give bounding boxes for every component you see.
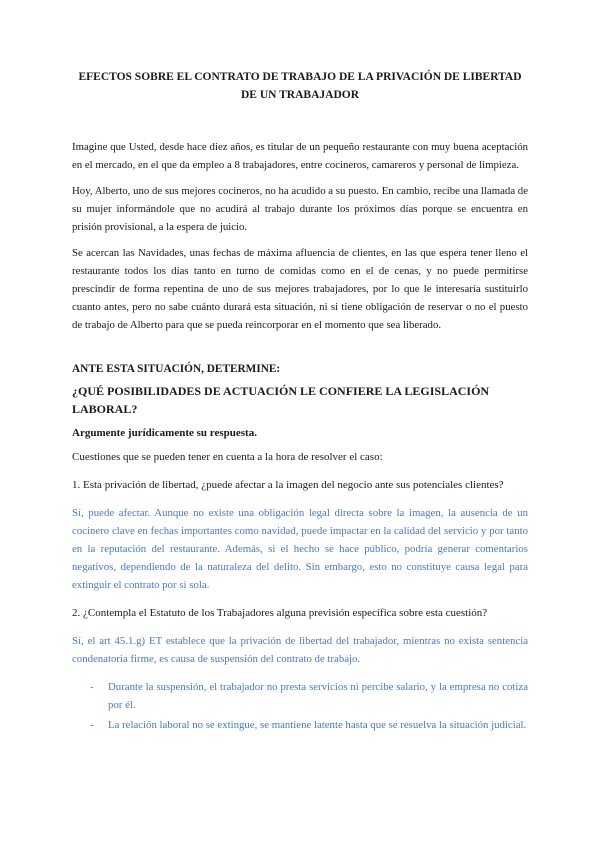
scenario-paragraph-1: Imagine que Usted, desde hace diez años, es titular de un pequeño restaurante con muy buena aceptación en el mercado, en el que da empleo a 8 trabajadores, entre cocineros, camareros y personal de limpieza. — [72, 141, 528, 171]
section-heading: ANTE ESTA SITUACIÓN, DETERMINE: — [72, 363, 281, 375]
question-1: 1. Esta privación de libertad, ¿puede afectar a la imagen del negocio ante sus potenciales clientes? — [72, 479, 504, 491]
bullet-text: Durante la suspensión, el trabajador no presta servicios ni percibe salario, y la empresa no cotiza por él. — [108, 681, 528, 711]
answer-1: Sí, puede afectar. Aunque no existe una obligación legal directa sobre la imagen, la ausencia de un cocinero clave en fechas importantes como navidad, puede impactar en la calidad del servicio y por tanto en la reputación del restaurante. Además, si el hecho se hace público, podría generar comentarios negativos, dependiendo de la naturaleza del delito. Sin embargo, esto no constituye causa legal para extinguir el contrato por sí sola. — [72, 507, 528, 591]
bullet-text: La relación laboral no se extingue, se mantiene latente hasta que se resuelva la situación judicial. — [108, 719, 527, 731]
scenario-paragraph-3: Se acercan las Navidades, unas fechas de máxima afluencia de clientes, en las que espera tener lleno el restaurante todos los días tanto en turno de comidas como en el de cenas, y no puede permitirse prescindir de forma repentina de uno de sus mejores trabajadores, por lo que le interesaría sustituirlo cuanto antes, pero no sabe cuánto durará esta situación, ni si tiene obligación de reservar o no el puesto de trabajo de Alberto para que se pueda reincorporar en el momento que sea liberado. — [72, 247, 528, 331]
answer-2-bullet-list — [72, 678, 528, 734]
bullet-item — [90, 678, 528, 714]
scenario-paragraph-2: Hoy, Alberto, uno de sus mejores cocineros, no ha acudido a su puesto. En cambio, recibe una llamada de su mujer informándole que no acudirá al trabajo durante los próximos días porque se encuentra en prisión provisional, a la espera de juicio. — [72, 185, 528, 233]
dash-bullet-icon: - — [90, 719, 94, 731]
instruction-heading: Argumente jurídicamente su respuesta. — [72, 427, 257, 439]
answer-2: Sí, el art 45.1.g) ET establece que la privación de libertad del trabajador, mientras no exista sentencia condenatoria firme, es causa de suspensión del contrato de trabajo. — [72, 635, 528, 665]
dash-bullet-icon: - — [90, 681, 94, 693]
bullet-item — [90, 716, 528, 734]
document-title: EFECTOS SOBRE EL CONTRATO DE TRABAJO DE LA PRIVACIÓN DE LIBERTAD DE UN TRABAJADOR — [78, 71, 522, 101]
question-2: 2. ¿Contempla el Estatuto de los Trabajadores alguna previsión específica sobre esta cuestión? — [72, 607, 488, 619]
intro-text: Cuestiones que se pueden tener en cuenta a la hora de resolver el caso: — [72, 451, 383, 463]
main-question-heading: ¿QUÉ POSIBILIDADES DE ACTUACIÓN LE CONFIERE LA LEGISLACIÓN LABORAL? — [72, 384, 490, 416]
